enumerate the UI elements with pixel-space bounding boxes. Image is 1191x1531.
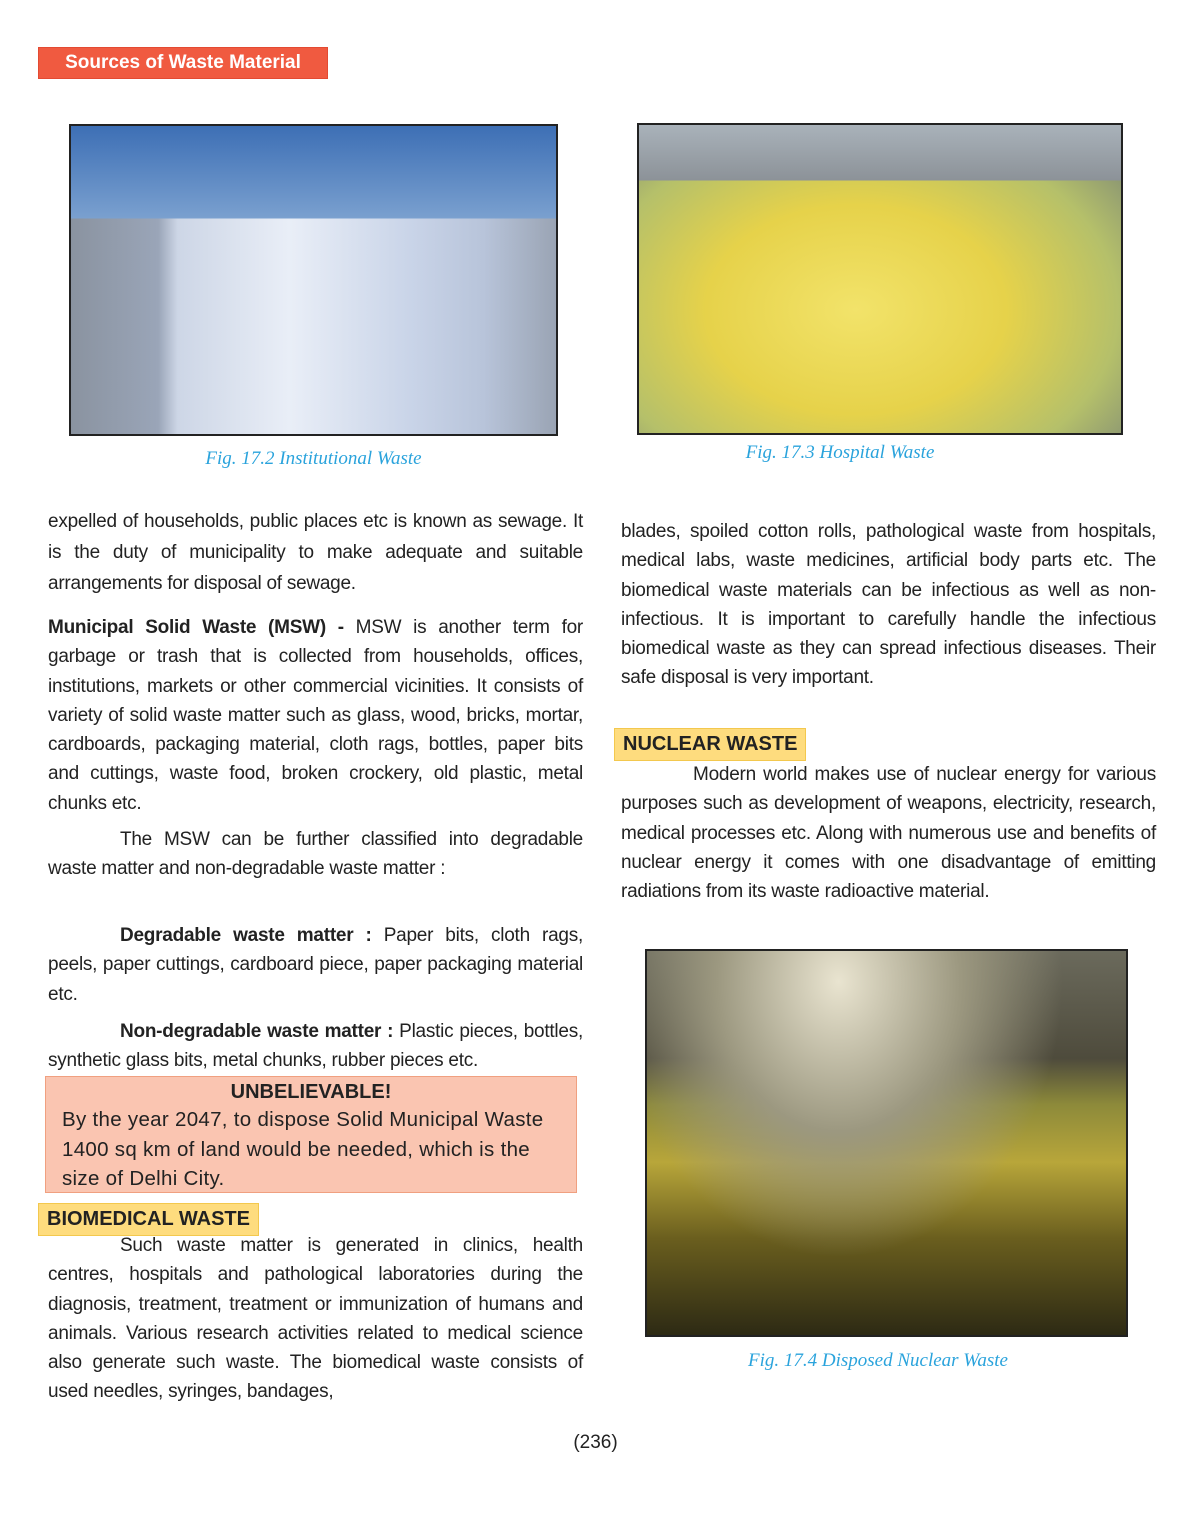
figure-caption: Fig. 17.3 Hospital Waste <box>745 442 935 463</box>
paragraph-msw <box>48 613 583 818</box>
hospital-waste-image <box>637 123 1123 435</box>
page-number: (236) <box>573 1432 618 1453</box>
fact-box <box>45 1076 577 1193</box>
paragraph: expelled of households, public places etc is known as sewage. It is the duty of municipality to make adequate and suitable arrangements for disposal of sewage. <box>48 511 583 594</box>
term-msw: Municipal Solid Waste (MSW) - <box>48 617 344 638</box>
paragraph-degradable <box>48 921 583 1009</box>
msw-text: MSW is another term for garbage or trash that is collected from households, offices, institutions, markets or other commercial vicinities. It consists of variety of solid waste matter such as glass, wood, bricks, mortar, cardboards, packaging material, cloth rags, bottles, paper bits and cuttings, waste food, broken crockery, old plastic, metal chunks etc. <box>48 617 583 814</box>
paragraph-non-degradable <box>48 1017 583 1076</box>
figure-caption: Fig. 17.2 Institutional Waste <box>205 448 422 469</box>
paragraph: blades, spoiled cotton rolls, pathological waste from hospitals, medical labs, waste medicines, artificial body parts etc. The biomedical waste materials can be infectious as well as non-infectious. It is important to carefully handle the infectious biomedical waste as they can spread infectious diseases. Their safe disposal is very important. <box>621 521 1156 689</box>
term-degradable: Degradable waste matter : <box>120 925 372 946</box>
fact-box-title: UNBELIEVABLE! <box>230 1081 392 1103</box>
heading-biomedical-waste: BIOMEDICAL WASTE <box>38 1203 259 1236</box>
nuclear-waste-image <box>645 949 1128 1337</box>
non-degradable-text: Plastic pieces, bottles, synthetic glass bits, metal chunks, rubber pieces etc. <box>48 1021 583 1072</box>
heading-nuclear-waste: NUCLEAR WASTE <box>614 728 806 761</box>
paragraph: The MSW can be further classified into degradable waste matter and non-degradable waste matter : <box>48 829 583 880</box>
paragraph: Modern world makes use of nuclear energy for various purposes such as development of weapons, electricity, research, medical processes etc. Along with numerous use and benefits of nuclear energy it comes with one disadvantage of emitting radiations from its waste radioactive material. <box>621 764 1156 903</box>
figure-caption: Fig. 17.4 Disposed Nuclear Waste <box>747 1350 1008 1371</box>
degradable-text: Paper bits, cloth rags, peels, paper cuttings, cardboard piece, paper packaging material etc. <box>48 925 583 1005</box>
paragraph: Such waste matter is generated in clinics, health centres, hospitals and pathological laboratories during the diagnosis, treatment, treatment or immunization of humans and animals. Various research activities related to medical science also generate such waste. The biomedical waste consists of used needles, syringes, bandages, <box>48 1235 583 1403</box>
fact-box-text: By the year 2047, to dispose Solid Municipal Waste 1400 sq km of land would be needed, which is the size of Delhi City. <box>62 1108 544 1190</box>
term-non-degradable: Non-degradable waste matter : <box>120 1021 394 1042</box>
institutional-waste-image <box>69 124 558 436</box>
section-header: Sources of Waste Material <box>38 47 328 79</box>
